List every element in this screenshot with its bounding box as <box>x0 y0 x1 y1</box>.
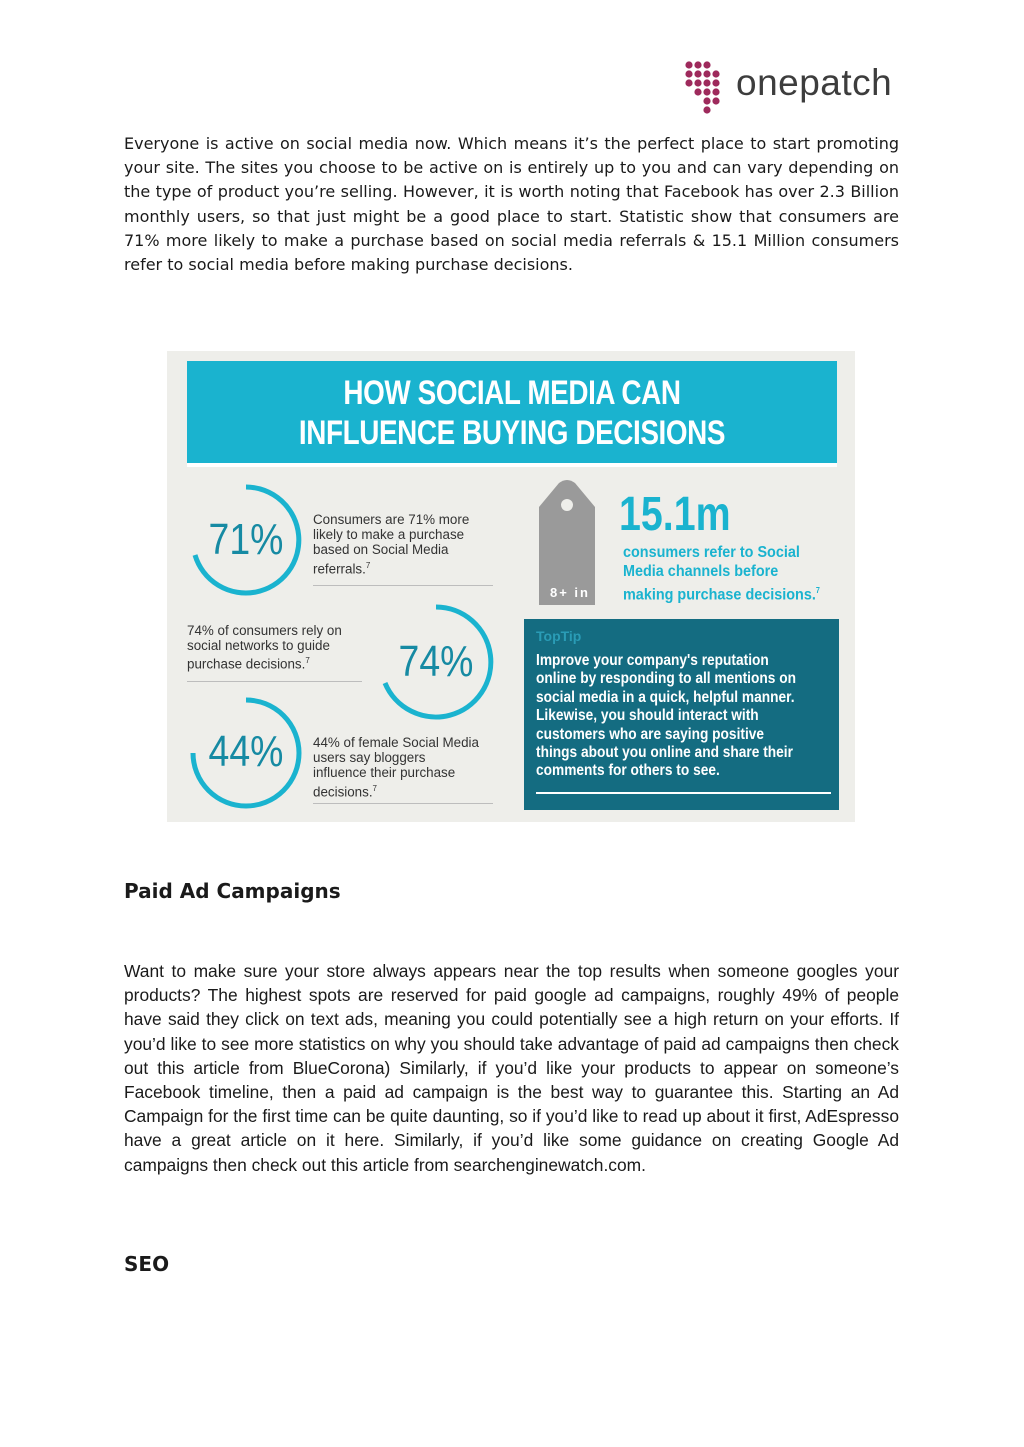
stat-74-text <box>187 623 357 672</box>
infographic-title <box>246 373 779 453</box>
infographic-banner <box>187 361 837 467</box>
logo-wordmark: onepatch <box>736 62 893 103</box>
stat-74-ref: 7 <box>305 656 310 666</box>
social-media-infographic <box>167 351 855 822</box>
onepatch-logo <box>684 60 914 116</box>
intro-paragraph: Everyone is active on social media now. Which means it’s the perfect place to start promoting your site. The sites you choose to be active on is entirely up to you and can vary depending on the type of product you’re selling. However, it is worth noting that Facebook has over 2.3 Billion monthly users, so that just might be a good place to start. Statistic show that consumers are 71% more likely to make a purchase based on social media referrals & 15.1 Million consumers refer to social media before making purchase decisions. <box>124 134 899 275</box>
big-stat-text <box>623 543 832 604</box>
top-tip-box <box>524 619 839 810</box>
top-tip-title: TopTip <box>536 628 582 644</box>
social-network-icons: 8+ in <box>550 585 590 600</box>
big-stat-value: 15.1m <box>619 488 731 541</box>
infographic-title-line-1: HOW SOCIAL MEDIA CAN <box>343 374 681 412</box>
big-stat-ref: 7 <box>815 586 820 595</box>
paid-ad-paragraph: Want to make sure your store always appears near the top results when someone googles your products? The highest spots are reserved for paid google ad campaigns, roughly 49% of people have said they click on text ads, meaning you could potentially see a high return on your efforts. If you’d like to see more statistics on why you should take advantage of paid ad campaigns then check out this article from BlueCorona) Similarly, if you’d like your products to appear on someone’s Facebook timeline, then a paid ad campaign is the best way to guarantee this. Starting an Ad Campaign for the first time can be quite daunting, so if you’d like to read up about it first, AdEspresso have a great article on it here. Similarly, if you’d like some guidance on creating Google Ad campaigns then check out this article from searchenginewatch.com. <box>124 961 899 1175</box>
stat-71-text-body: Consumers are 71% more likely to make a purchase based on Social Media referrals. <box>313 512 470 577</box>
divider <box>187 681 362 682</box>
stat-71-text <box>313 512 488 576</box>
stat-44-text-body: 44% of female Social Media users say bloggers influence their purchase decisions. <box>313 735 479 800</box>
stat-74-text-body: 74% of consumers rely on social networks to guide purchase decisions. <box>187 623 342 672</box>
stat-44-ref: 7 <box>372 783 377 793</box>
infographic-title-line-2: INFLUENCE BUYING DECISIONS <box>298 414 726 452</box>
seo-heading: SEO <box>124 1252 170 1276</box>
logo-dots-icon <box>684 60 744 116</box>
divider <box>313 803 493 804</box>
top-tip-divider <box>536 792 831 794</box>
big-stat-text-body: consumers refer to Social Media channels before making purchase decisions. <box>623 544 816 604</box>
top-tip-text: Improve your company's reputation online by responding to all mentions on social media in a quick, helpful manner. Likewise, you should interact with customers who are saying positive things about you online and share their comments for others to see. <box>536 652 796 780</box>
stat-44-value: 44% <box>208 727 284 776</box>
stat-71-ref: 7 <box>365 560 371 570</box>
stat-71-value: 71% <box>208 515 284 564</box>
stat-44-text <box>313 735 481 799</box>
paid-ad-heading: Paid Ad Campaigns <box>124 879 341 903</box>
divider <box>313 585 493 586</box>
stat-74-value: 74% <box>398 637 474 686</box>
